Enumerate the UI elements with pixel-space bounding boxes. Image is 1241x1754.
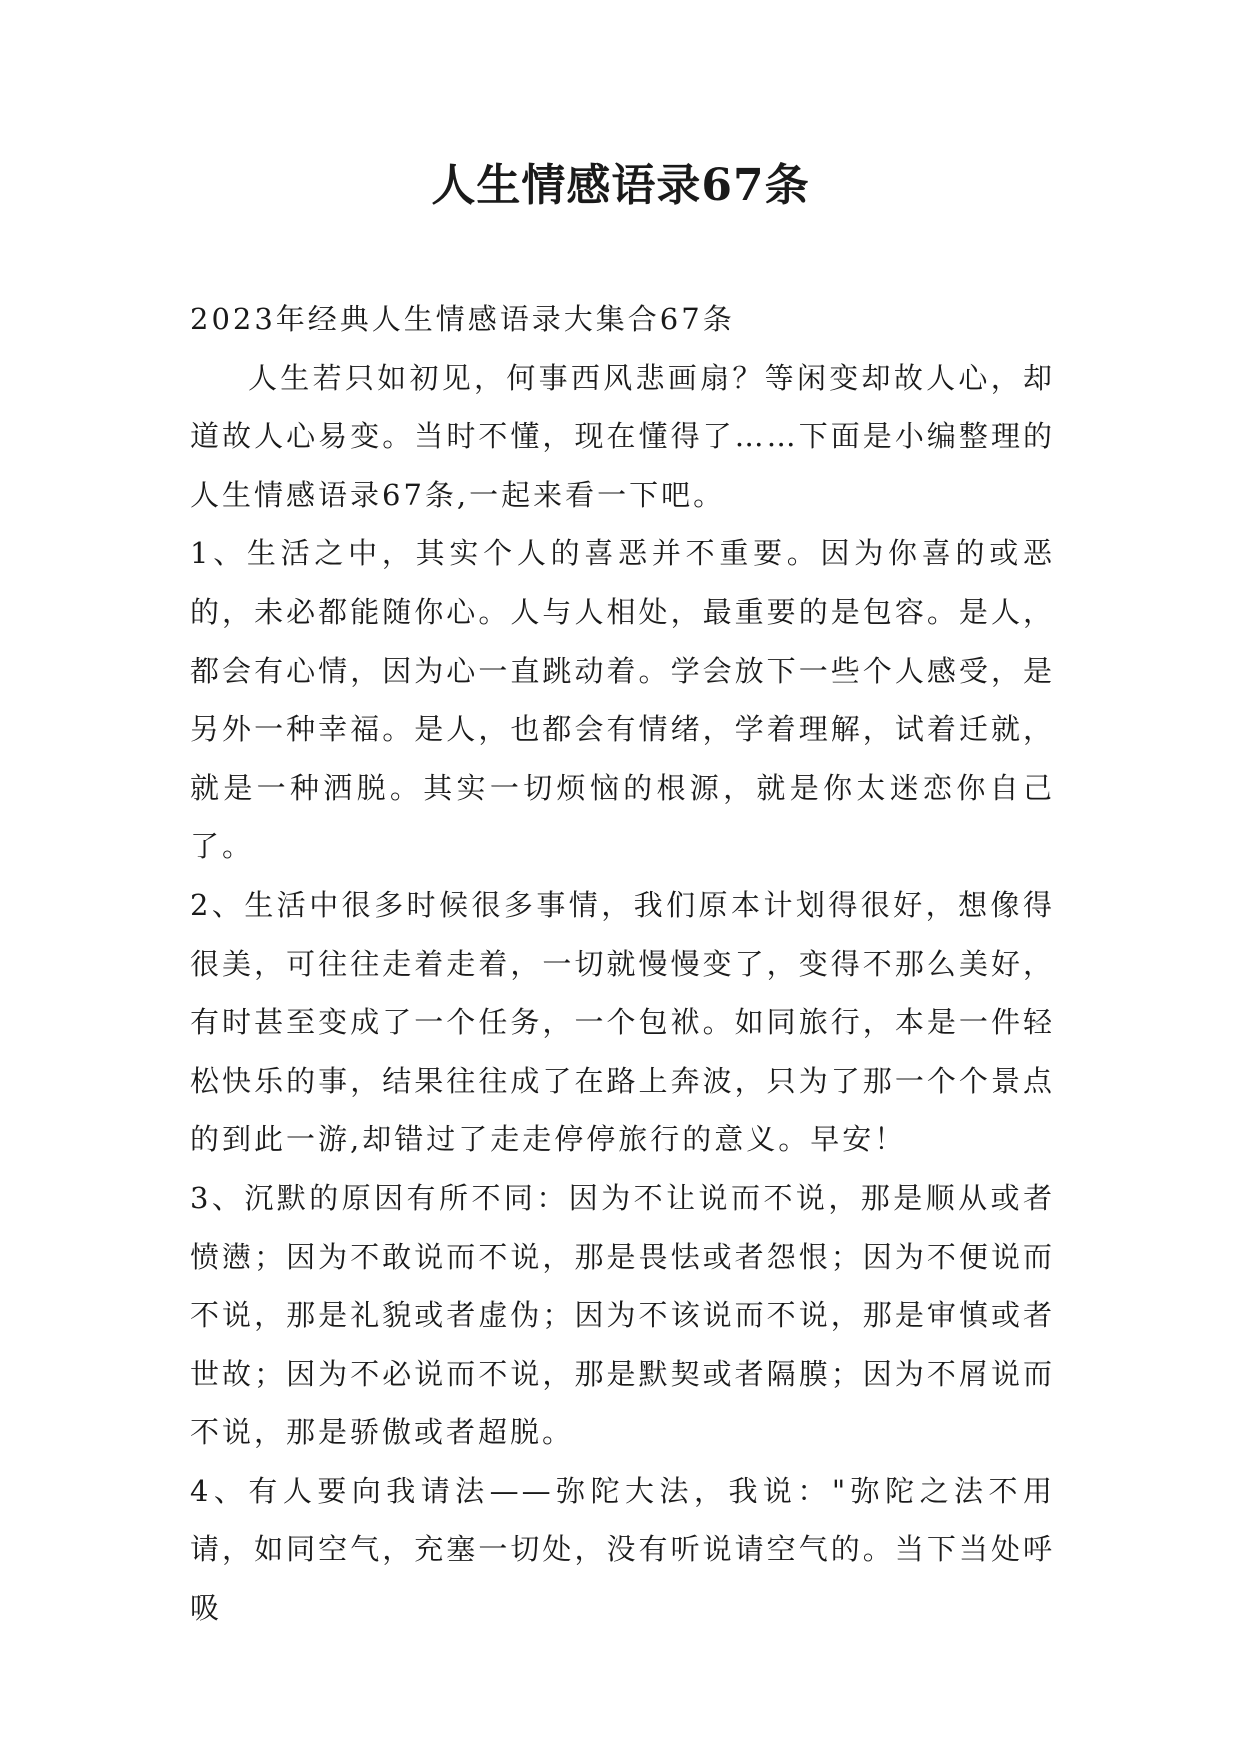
quote-item-3: 3、沉默的原因有所不同：因为不让说而不说，那是顺从或者愤懑；因为不敢说而不说，那是畏怯或者怨恨；因为不便说而不说，那是礼貌或者虚伪；因为不该说而不说，那是审慎或者世故；因为不必说而不说，那是默契或者隔膜；因为不屑说而不说，那是骄傲或者超脱。 [190,1180,1055,1450]
document-subtitle: 2023年经典人生情感语录大集合67条 [190,302,735,336]
quote-item-1: 1、生活之中，其实个人的喜恶并不重要。因为你喜的或恶的，未必都能随你心。人与人相处，最重要的是包容。是人，都会有心情，因为心一直跳动着。学会放下一些个人感受，是另外一种幸福。是人，也都会有情绪，学着理解，试着迁就，就是一种洒脱。其实一切烦恼的根源，就是你太迷恋你自己了。 [190,536,1055,864]
quote-item-4: 4、有人要向我请法——弥陀大法，我说："弥陀之法不用请，如同空气，充塞一切处，没有听说请空气的。当下当处呼吸 [190,1473,1055,1626]
intro-paragraph: 人生若只如初见，何事西风悲画扇？等闲变却故人心，却道故人心易变。当时不懂，现在懂得了……下面是小编整理的人生情感语录67条,一起来看一下吧。 [190,360,1055,512]
document-body [190,290,1055,1638]
document-title: 人生情感语录67条 [431,160,810,211]
quote-item-2: 2、生活中很多时候很多事情，我们原本计划得很好，想像得很美，可往往走着走着，一切就慢慢变了，变得不那么美好，有时甚至变成了一个任务，一个包袱。如同旅行，本是一件轻松快乐的事，结果往往成了在路上奔波，只为了那一个个景点的到此一游,却错过了走走停停旅行的意义。早安！ [190,887,1055,1157]
